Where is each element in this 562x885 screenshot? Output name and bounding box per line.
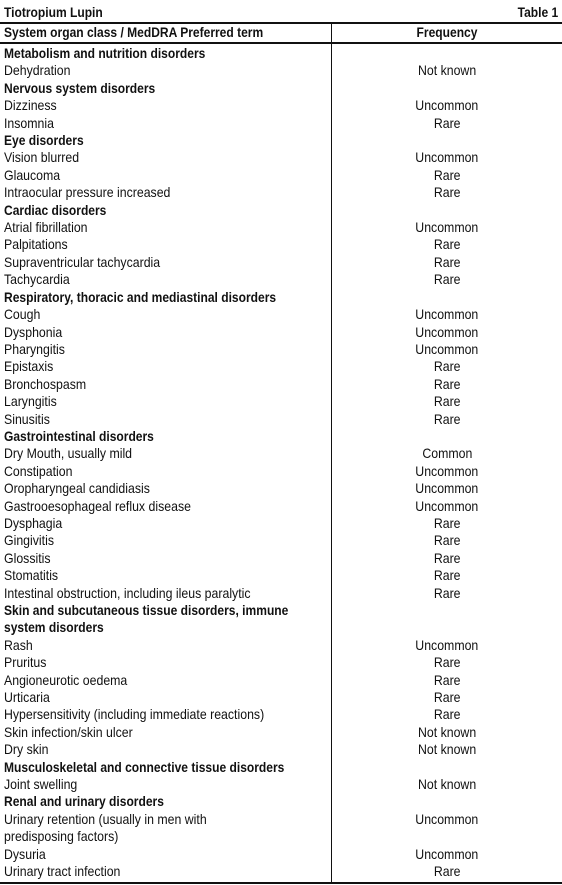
frequency-cell — [332, 167, 562, 184]
frequency-label: Rare — [433, 689, 461, 706]
preferred-term-label: Cough — [4, 306, 41, 323]
preferred-term-cell — [0, 724, 330, 741]
table-row — [0, 480, 562, 497]
frequency-cell — [332, 376, 562, 393]
preferred-term-cell — [0, 532, 330, 549]
table-row — [0, 498, 562, 515]
preferred-term-cell — [0, 393, 330, 410]
frequency-cell — [332, 567, 562, 584]
frequency-cell — [332, 306, 562, 323]
preferred-term-cell — [0, 341, 330, 358]
organ-class-cell — [0, 132, 330, 149]
preferred-term-label: Bronchospasm — [4, 375, 87, 392]
preferred-term-label: Palpitations — [4, 236, 68, 253]
preferred-term-label: Hypersensitivity (including immediate reactions) — [4, 706, 265, 723]
frequency-cell — [332, 741, 562, 758]
frequency-cell — [332, 62, 562, 79]
frequency-label: Uncommon — [415, 845, 479, 862]
table-row — [0, 567, 562, 584]
column-header-term: System organ class / MedDRA Preferred term — [4, 24, 264, 40]
organ-class-label: system disorders — [4, 619, 104, 636]
preferred-term-cell — [0, 811, 330, 828]
preferred-term-label: Laryngitis — [4, 393, 57, 410]
bottom-rule — [0, 882, 562, 884]
frequency-label: Rare — [433, 166, 461, 183]
preferred-term-label: Dehydration — [4, 62, 71, 79]
table-row — [0, 97, 562, 114]
frequency-cell — [332, 149, 562, 166]
preferred-term-label: predisposing factors) — [4, 828, 119, 845]
frequency-cell — [332, 80, 562, 97]
preferred-term-cell — [0, 376, 330, 393]
frequency-cell — [332, 793, 562, 810]
table-row — [0, 863, 562, 880]
preferred-term-label: Angioneurotic oedema — [4, 671, 128, 688]
frequency-label: Uncommon — [415, 149, 479, 166]
organ-class-cell — [0, 602, 330, 619]
preferred-term-label: Dysuria — [4, 845, 46, 862]
organ-class-label: Musculoskeletal and connective tissue disorders — [4, 758, 285, 775]
frequency-cell — [332, 341, 562, 358]
preferred-term-cell — [0, 149, 330, 166]
preferred-term-label: Vision blurred — [4, 149, 80, 166]
frequency-label: Not known — [417, 741, 477, 758]
preferred-term-cell — [0, 236, 330, 253]
frequency-cell — [332, 776, 562, 793]
preferred-term-cell — [0, 115, 330, 132]
frequency-label: Rare — [433, 514, 461, 531]
table-row — [0, 811, 562, 828]
frequency-cell — [332, 115, 562, 132]
column-header-frequency: Frequency — [416, 24, 478, 40]
table-row — [0, 306, 562, 323]
frequency-cell — [332, 411, 562, 428]
table-row — [0, 550, 562, 567]
frequency-label: Uncommon — [415, 97, 479, 114]
frequency-label: Rare — [433, 393, 461, 410]
table-row — [0, 689, 562, 706]
table-row — [0, 324, 562, 341]
frequency-label: Uncommon — [415, 323, 479, 340]
frequency-label: Rare — [433, 410, 461, 427]
category-row — [0, 45, 562, 62]
category-row — [0, 619, 562, 636]
frequency-cell — [332, 480, 562, 497]
table-row — [0, 672, 562, 689]
preferred-term-cell — [0, 828, 330, 845]
preferred-term-label: Joint swelling — [4, 776, 78, 793]
preferred-term-label: Oropharyngeal candidiasis — [4, 480, 150, 497]
table-body — [0, 45, 562, 881]
frequency-cell — [332, 637, 562, 654]
preferred-term-cell — [0, 184, 330, 201]
table-row — [0, 445, 562, 462]
table-row — [0, 358, 562, 375]
preferred-term-label: Intestinal obstruction, including ileus paralytic — [4, 584, 251, 601]
frequency-cell — [332, 445, 562, 462]
frequency-label: Not known — [417, 776, 477, 793]
preferred-term-cell — [0, 776, 330, 793]
category-row — [0, 202, 562, 219]
preferred-term-cell — [0, 358, 330, 375]
organ-class-label: Metabolism and nutrition disorders — [4, 45, 206, 61]
frequency-label: Not known — [417, 62, 477, 79]
frequency-label: Rare — [433, 549, 461, 566]
frequency-cell — [332, 358, 562, 375]
table-row — [0, 532, 562, 549]
frequency-cell — [332, 515, 562, 532]
table-row — [0, 167, 562, 184]
preferred-term-label: Pharyngitis — [4, 340, 65, 357]
frequency-cell — [332, 324, 562, 341]
preferred-term-label: Atrial fibrillation — [4, 219, 88, 236]
frequency-cell — [332, 132, 562, 149]
frequency-cell — [332, 811, 562, 828]
table-row — [0, 341, 562, 358]
preferred-term-label: Intraocular pressure increased — [4, 184, 171, 201]
frequency-cell — [332, 393, 562, 410]
frequency-cell — [332, 759, 562, 776]
organ-class-cell — [0, 289, 330, 306]
table-row — [0, 149, 562, 166]
table-row — [0, 411, 562, 428]
preferred-term-label: Pruritus — [4, 654, 47, 671]
frequency-cell — [332, 706, 562, 723]
preferred-term-cell — [0, 167, 330, 184]
frequency-label: Rare — [433, 271, 461, 288]
frequency-label: Rare — [433, 654, 461, 671]
product-title: Tiotropium Lupin — [4, 4, 103, 20]
frequency-cell — [332, 236, 562, 253]
frequency-cell — [332, 619, 562, 636]
frequency-cell — [332, 550, 562, 567]
preferred-term-label: Dysphonia — [4, 323, 63, 340]
preferred-term-label: Tachycardia — [4, 271, 70, 288]
organ-class-label: Gastrointestinal disorders — [4, 427, 154, 444]
preferred-term-cell — [0, 637, 330, 654]
preferred-term-cell — [0, 846, 330, 863]
table-row — [0, 741, 562, 758]
preferred-term-cell — [0, 324, 330, 341]
frequency-label: Rare — [433, 184, 461, 201]
frequency-cell — [332, 585, 562, 602]
table-row — [0, 828, 562, 845]
preferred-term-cell — [0, 515, 330, 532]
preferred-term-label: Rash — [4, 636, 33, 653]
frequency-label: Rare — [433, 114, 461, 131]
preferred-term-cell — [0, 654, 330, 671]
frequency-cell — [332, 219, 562, 236]
table-row — [0, 254, 562, 271]
preferred-term-label: Constipation — [4, 462, 73, 479]
organ-class-cell — [0, 202, 330, 219]
table-row — [0, 637, 562, 654]
frequency-cell — [332, 463, 562, 480]
preferred-term-label: Supraventricular tachycardia — [4, 253, 161, 270]
preferred-term-cell — [0, 498, 330, 515]
preferred-term-cell — [0, 97, 330, 114]
preferred-term-label: Dysphagia — [4, 514, 63, 531]
frequency-cell — [332, 672, 562, 689]
organ-class-cell — [0, 45, 330, 62]
organ-class-label: Renal and urinary disorders — [4, 793, 164, 810]
preferred-term-cell — [0, 62, 330, 79]
category-row — [0, 289, 562, 306]
frequency-label: Rare — [433, 706, 461, 723]
frequency-label: Uncommon — [415, 497, 479, 514]
table-row — [0, 393, 562, 410]
preferred-term-cell — [0, 219, 330, 236]
preferred-term-cell — [0, 672, 330, 689]
organ-class-label: Respiratory, thoracic and mediastinal disorders — [4, 288, 277, 305]
preferred-term-label: Gastrooesophageal reflux disease — [4, 497, 191, 514]
preferred-term-cell — [0, 706, 330, 723]
preferred-term-label: Sinusitis — [4, 410, 50, 427]
preferred-term-cell — [0, 689, 330, 706]
table-row — [0, 376, 562, 393]
organ-class-cell — [0, 619, 330, 636]
frequency-label: Rare — [433, 253, 461, 270]
frequency-label: Rare — [433, 358, 461, 375]
preferred-term-label: Skin infection/skin ulcer — [4, 723, 133, 740]
table-row — [0, 706, 562, 723]
frequency-cell — [332, 828, 562, 845]
preferred-term-label: Dry Mouth, usually mild — [4, 445, 133, 462]
frequency-cell — [332, 602, 562, 619]
frequency-cell — [332, 289, 562, 306]
organ-class-cell — [0, 80, 330, 97]
frequency-cell — [332, 654, 562, 671]
preferred-term-cell — [0, 741, 330, 758]
table-row — [0, 236, 562, 253]
preferred-term-cell — [0, 463, 330, 480]
preferred-term-cell — [0, 254, 330, 271]
table-row — [0, 776, 562, 793]
frequency-label: Uncommon — [415, 219, 479, 236]
table-row — [0, 515, 562, 532]
preferred-term-label: Dizziness — [4, 97, 57, 114]
frequency-cell — [332, 689, 562, 706]
table-row — [0, 62, 562, 79]
table-row — [0, 271, 562, 288]
preferred-term-label: Urinary tract infection — [4, 863, 121, 880]
preferred-term-cell — [0, 306, 330, 323]
frequency-cell — [332, 863, 562, 880]
category-row — [0, 793, 562, 810]
preferred-term-cell — [0, 480, 330, 497]
preferred-term-cell — [0, 863, 330, 880]
organ-class-label: Cardiac disorders — [4, 201, 107, 218]
frequency-label: Uncommon — [415, 636, 479, 653]
organ-class-cell — [0, 428, 330, 445]
frequency-cell — [332, 532, 562, 549]
frequency-cell — [332, 846, 562, 863]
table-row — [0, 219, 562, 236]
preferred-term-label: Dry skin — [4, 741, 49, 758]
frequency-cell — [332, 428, 562, 445]
table-row — [0, 724, 562, 741]
preferred-term-label: Urinary retention (usually in men with — [4, 810, 207, 827]
frequency-cell — [332, 498, 562, 515]
category-row — [0, 132, 562, 149]
frequency-cell — [332, 254, 562, 271]
preferred-term-label: Urticaria — [4, 689, 50, 706]
table-row — [0, 846, 562, 863]
table-row — [0, 585, 562, 602]
preferred-term-label: Glossitis — [4, 549, 51, 566]
frequency-label: Rare — [433, 375, 461, 392]
frequency-cell — [332, 724, 562, 741]
frequency-label: Uncommon — [415, 810, 479, 827]
preferred-term-cell — [0, 411, 330, 428]
frequency-cell — [332, 184, 562, 201]
category-row — [0, 759, 562, 776]
frequency-label: Uncommon — [415, 340, 479, 357]
table-title-bar — [0, 2, 562, 22]
preferred-term-cell — [0, 550, 330, 567]
preferred-term-label: Glaucoma — [4, 166, 61, 183]
preferred-term-label: Stomatitis — [4, 567, 59, 584]
frequency-label: Rare — [433, 671, 461, 688]
frequency-cell — [332, 271, 562, 288]
table-label: Table 1 — [517, 4, 558, 20]
organ-class-cell — [0, 793, 330, 810]
table-row — [0, 654, 562, 671]
preferred-term-label: Gingivitis — [4, 532, 54, 549]
preferred-term-cell — [0, 271, 330, 288]
preferred-term-cell — [0, 445, 330, 462]
frequency-cell — [332, 45, 562, 62]
table-row — [0, 184, 562, 201]
frequency-label: Rare — [433, 584, 461, 601]
frequency-label: Uncommon — [415, 480, 479, 497]
frequency-label: Not known — [417, 723, 477, 740]
category-row — [0, 602, 562, 619]
organ-class-label: Nervous system disorders — [4, 79, 156, 96]
frequency-label: Rare — [433, 567, 461, 584]
frequency-label: Common — [422, 445, 472, 462]
frequency-label: Uncommon — [415, 306, 479, 323]
frequency-cell — [332, 202, 562, 219]
organ-class-cell — [0, 759, 330, 776]
preferred-term-label: Epistaxis — [4, 358, 54, 375]
frequency-label: Rare — [433, 236, 461, 253]
category-row — [0, 428, 562, 445]
table-row — [0, 115, 562, 132]
organ-class-label: Eye disorders — [4, 132, 84, 149]
preferred-term-cell — [0, 567, 330, 584]
frequency-label: Rare — [433, 863, 461, 880]
table-row — [0, 463, 562, 480]
frequency-label: Uncommon — [415, 462, 479, 479]
organ-class-label: Skin and subcutaneous tissue disorders, immune — [4, 602, 289, 618]
header-rule — [0, 42, 562, 44]
frequency-cell — [332, 97, 562, 114]
preferred-term-cell — [0, 585, 330, 602]
preferred-term-label: Insomnia — [4, 114, 54, 131]
frequency-label: Rare — [433, 532, 461, 549]
category-row — [0, 80, 562, 97]
